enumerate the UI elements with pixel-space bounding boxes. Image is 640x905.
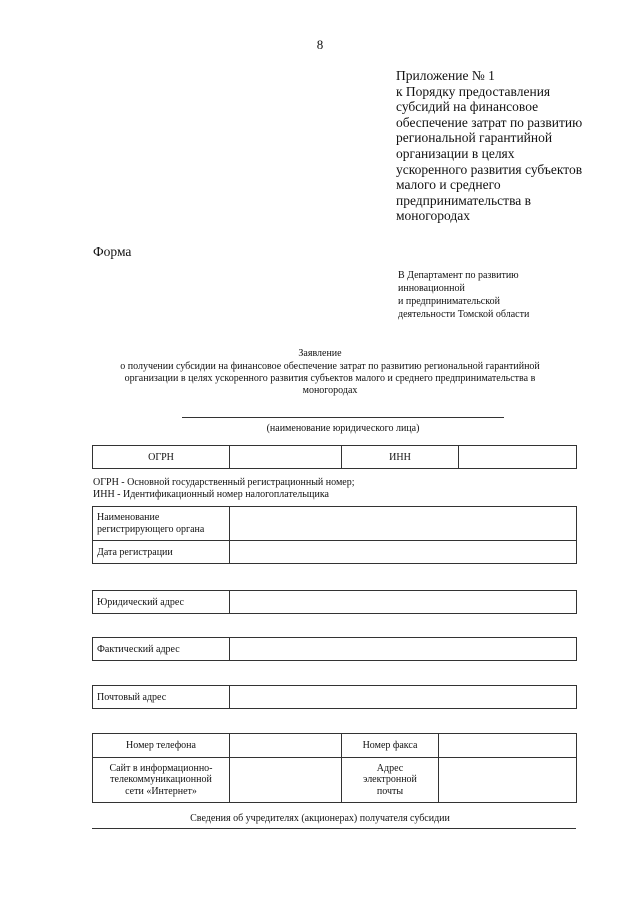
ogrn-inn-table — [92, 445, 577, 469]
addressee-block — [398, 269, 588, 321]
email-label-line: Адрес — [376, 762, 404, 774]
fax-input[interactable] — [439, 734, 577, 758]
email-input[interactable] — [439, 758, 577, 803]
statement-line: организации в целях ускоренного развития субъектов малого и среднего предпринимательства в — [124, 373, 536, 384]
addressee-line: деятельности Томской области — [398, 309, 530, 320]
postal-address-table — [92, 685, 577, 709]
website-label — [93, 758, 230, 803]
statement-line: о получении субсидии на финансовое обеспечение затрат по развитию региональной гарантийной — [120, 361, 540, 372]
legal-address-label: Юридический адрес — [93, 591, 230, 614]
statement-subject — [100, 361, 560, 397]
legend-line: ОГРН - Основной государственный регистрационный номер; — [93, 477, 355, 488]
founders-section-title: Сведения об учредителях (акционерах) получателя субсидии — [190, 813, 450, 824]
contacts-table — [92, 733, 577, 803]
form-label: Форма — [93, 244, 132, 259]
actual-address-input[interactable] — [230, 638, 577, 661]
phone-label: Номер телефона — [93, 734, 230, 758]
postal-address-label: Почтовый адрес — [93, 686, 230, 709]
appendix-line: к Порядку предоставления — [396, 83, 551, 99]
legal-address-table — [92, 590, 577, 614]
appendix-line: организации в целях — [396, 145, 515, 161]
reg-date-label: Дата регистрации — [93, 541, 230, 564]
inn-input[interactable] — [459, 446, 577, 469]
email-label-line: электронной — [363, 774, 417, 786]
registration-table — [92, 506, 577, 564]
appendix-line: малого и среднего — [396, 177, 501, 193]
statement-title: Заявление — [298, 348, 342, 359]
actual-address-table — [92, 637, 577, 661]
page-number: 8 — [316, 37, 324, 52]
legend-line: ИНН - Идентификационный номер налогоплательщика — [93, 488, 329, 500]
company-name-field-line[interactable] — [182, 417, 504, 418]
appendix-line: обеспечение затрат по развитию — [396, 114, 583, 130]
ogrn-label: ОГРН — [93, 446, 230, 469]
inn-label: ИНН — [342, 446, 459, 469]
appendix-line: моногородах — [396, 208, 470, 224]
website-label-line: Сайт в информационно- — [109, 762, 213, 774]
section-divider — [92, 828, 576, 829]
postal-address-input[interactable] — [230, 686, 577, 709]
legal-address-input[interactable] — [230, 591, 577, 614]
ogrn-input[interactable] — [230, 446, 342, 469]
appendix-heading — [396, 68, 616, 224]
website-label-line: сети «Интернет» — [125, 785, 197, 797]
reg-authority-label-line: регистрирующего органа — [97, 523, 205, 535]
reg-authority-label — [93, 507, 230, 541]
company-name-caption: (наименование юридического лица) — [266, 423, 420, 434]
email-label — [342, 758, 439, 803]
addressee-line: и предпринимательской — [398, 296, 500, 307]
appendix-line: Приложение № 1 — [396, 68, 495, 83]
appendix-line: предпринимательства в — [396, 192, 532, 208]
phone-input[interactable] — [230, 734, 342, 758]
statement-line: моногородах — [302, 385, 358, 396]
abbreviation-legend — [93, 477, 354, 500]
appendix-line: субсидий на финансовое — [396, 99, 539, 115]
website-label-line: телекоммуникационной — [110, 774, 212, 786]
appendix-line: ускоренного развития субъектов — [396, 161, 583, 177]
reg-date-input[interactable] — [230, 541, 577, 564]
fax-label: Номер факса — [342, 734, 439, 758]
appendix-line: региональной гарантийной — [396, 130, 553, 146]
addressee-line: инновационной — [398, 283, 465, 294]
email-label-line: почты — [376, 785, 404, 797]
addressee-line: В Департамент по развитию — [398, 270, 519, 281]
reg-authority-label-line: Наименование — [97, 512, 160, 523]
website-input[interactable] — [230, 758, 342, 803]
actual-address-label: Фактический адрес — [93, 638, 230, 661]
reg-authority-input[interactable] — [230, 507, 577, 541]
